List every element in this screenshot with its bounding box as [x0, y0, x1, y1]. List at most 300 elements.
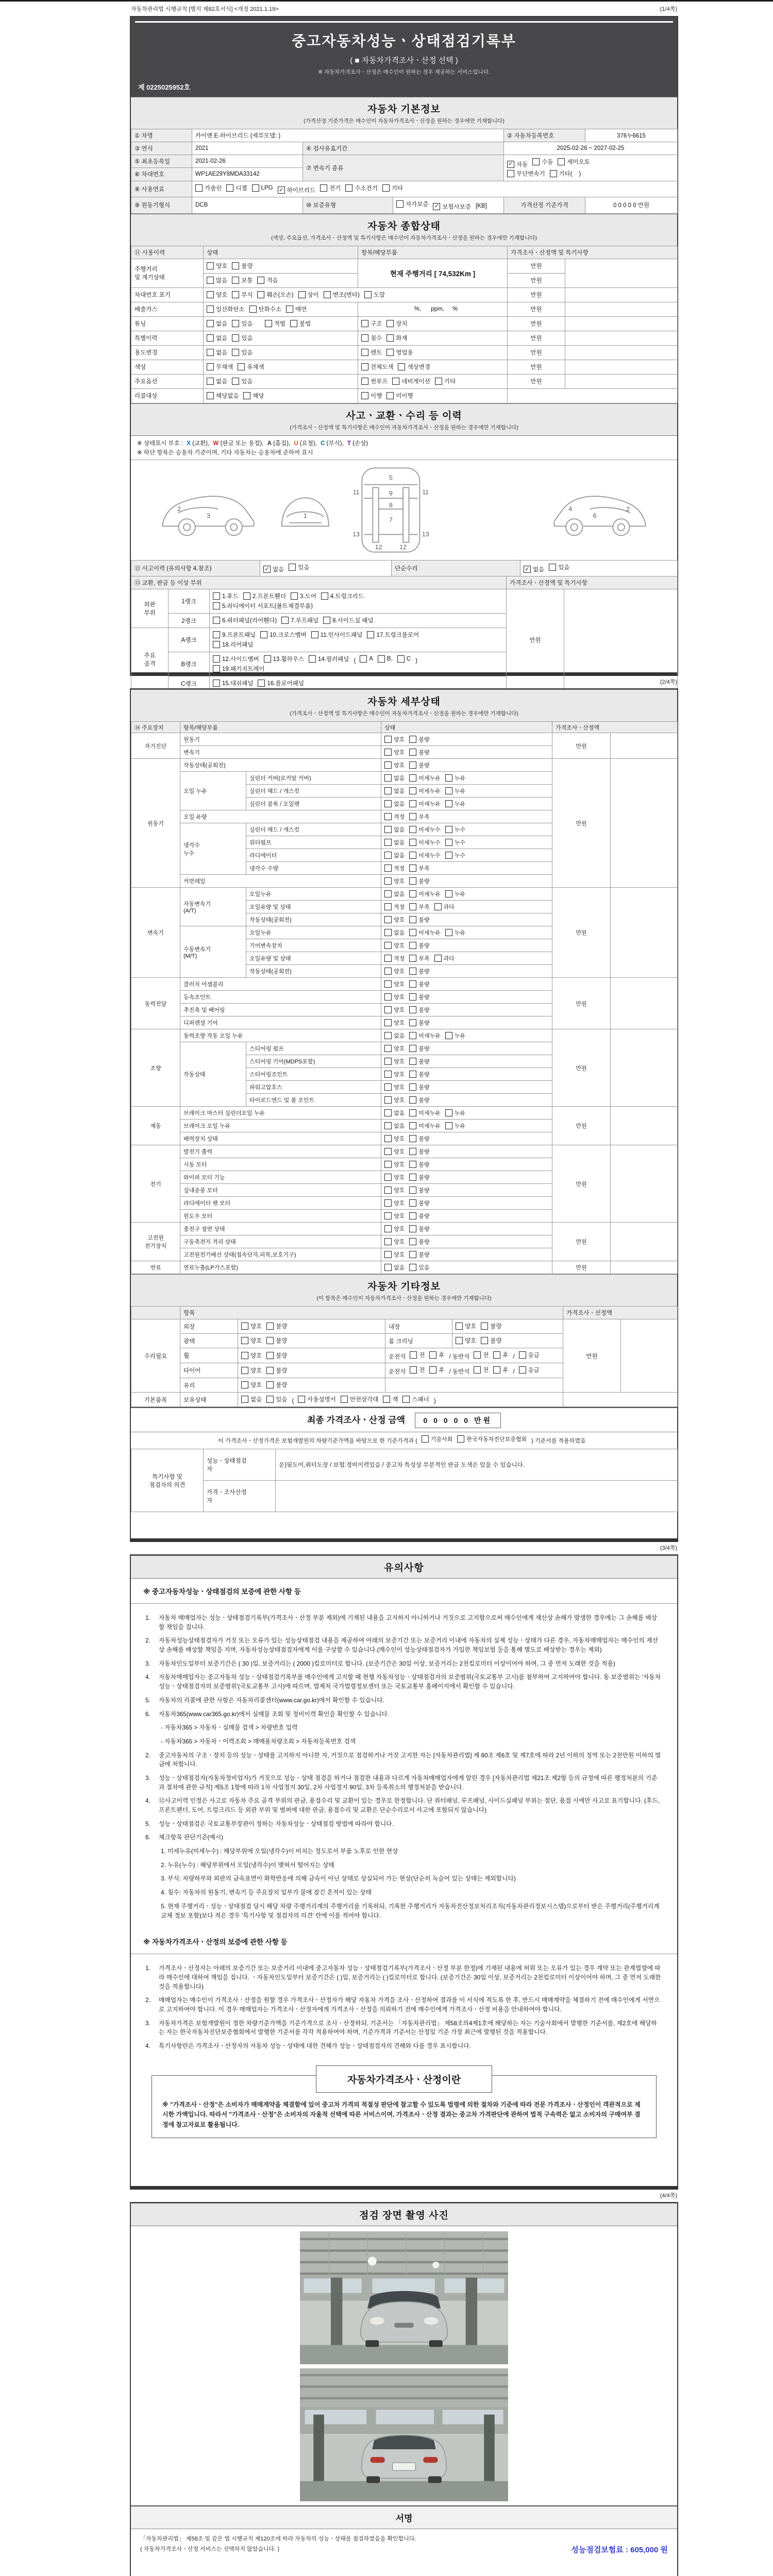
checkbox-label: 색상변경	[407, 364, 430, 370]
checkbox-무단변속기[interactable]	[507, 170, 545, 178]
checkbox-양호[interactable]	[384, 980, 405, 988]
checkbox-유채색[interactable]	[238, 363, 264, 371]
checkbox-양호[interactable]	[241, 1336, 262, 1345]
cell: 실린더 블록 / 오일팬	[246, 798, 381, 810]
cell: 가격조사ㆍ산정액 및 특기사항	[507, 577, 678, 589]
checkbox-label: 부족	[418, 955, 430, 962]
checkbox-미세누수[interactable]	[409, 838, 441, 846]
checkbox-적정[interactable]	[384, 864, 405, 872]
checkbox-box	[409, 980, 416, 988]
checkbox-구조[interactable]	[361, 319, 382, 328]
checkbox-양호[interactable]	[384, 735, 405, 743]
checkbox-미세누유[interactable]	[409, 800, 441, 808]
cell: 만원	[507, 589, 564, 691]
checkbox-불량[interactable]	[266, 1381, 287, 1389]
checkbox-누유[interactable]	[445, 787, 465, 795]
checkbox-응급[interactable]	[519, 1351, 540, 1359]
checkbox-label: 전	[483, 1367, 489, 1374]
checkbox-box	[207, 262, 214, 269]
cell	[381, 952, 552, 965]
checkbox-누수[interactable]	[445, 851, 465, 859]
checkbox-양호[interactable]	[384, 1225, 405, 1233]
cell	[260, 560, 392, 577]
cell: 원동기	[180, 733, 381, 746]
page-3	[130, 1554, 678, 2190]
checkbox-불량[interactable]	[409, 735, 429, 743]
checkbox-불량[interactable]	[481, 1336, 501, 1345]
checkbox-label: 미세누유	[418, 1032, 441, 1039]
checkbox-양호[interactable]	[384, 1019, 405, 1027]
checkbox-label: 수동	[542, 159, 553, 165]
checkbox-양호[interactable]	[384, 1006, 405, 1014]
notice-subitem: 4. 침수: 자동차의 원동기, 변속기 등 주요장치 일부가 물에 잠긴 흔적이 있는 상태	[161, 1889, 372, 1896]
checkbox-있음[interactable]	[549, 563, 569, 571]
checkbox-미세누수[interactable]	[409, 825, 441, 834]
checkbox-양호[interactable]	[241, 1322, 262, 1330]
checkbox-label: 잭	[392, 1397, 398, 1403]
checkbox-부식[interactable]	[232, 291, 253, 299]
checkbox-box	[409, 1148, 416, 1155]
checkbox-잭[interactable]	[383, 1395, 398, 1403]
checkbox-불량[interactable]	[409, 1212, 429, 1220]
checkbox-양호[interactable]	[384, 1199, 405, 1207]
checkbox-디젤[interactable]	[226, 184, 247, 192]
checkbox-부족[interactable]	[409, 903, 429, 911]
checkbox-3.도어[interactable]	[291, 592, 316, 600]
checkbox-4.트렁크리드[interactable]	[321, 592, 364, 600]
checkbox-매연[interactable]	[286, 305, 307, 313]
checkbox-불량[interactable]	[409, 1096, 429, 1104]
checkbox-과다[interactable]	[434, 954, 455, 962]
checkbox-불량[interactable]	[409, 993, 429, 1001]
checkbox-불량[interactable]	[481, 1322, 501, 1330]
checkbox-미세누유[interactable]	[409, 774, 441, 782]
checkbox-없음[interactable]	[207, 334, 227, 342]
checkbox-label: 양호	[394, 1045, 405, 1052]
checkbox-label: 누유	[454, 891, 466, 897]
checkbox-부족[interactable]	[409, 812, 429, 821]
checkbox-후[interactable]	[493, 1366, 508, 1374]
cell	[452, 1334, 563, 1348]
cell	[204, 302, 358, 316]
checkbox-12.사이드멤버[interactable]	[213, 655, 259, 663]
checkbox-box	[323, 617, 330, 624]
checkbox-양호[interactable]	[241, 1366, 262, 1375]
checkbox-18.리어패널[interactable]	[213, 640, 253, 649]
checkbox-네비게이션[interactable]	[392, 377, 430, 385]
checkbox-누수[interactable]	[445, 838, 465, 846]
checkbox-불량[interactable]	[409, 1044, 429, 1053]
checkbox-14.필러패널[interactable]	[309, 655, 349, 663]
cell: ⑧ 사용연료	[131, 181, 192, 197]
checkbox-불량[interactable]	[409, 1134, 429, 1143]
checkbox-양호[interactable]	[384, 993, 405, 1001]
checkbox-양호[interactable]	[384, 1070, 405, 1078]
price-definition-box	[152, 2075, 657, 2138]
checkbox-없음[interactable]	[263, 565, 284, 573]
checkbox-불량[interactable]	[409, 980, 429, 988]
checkbox-있음[interactable]	[232, 319, 253, 328]
checkbox-미세누유[interactable]	[409, 928, 441, 937]
checkbox-전[interactable]	[474, 1366, 489, 1374]
legend-desc: (손상)	[350, 440, 368, 447]
checkbox-box	[384, 800, 392, 807]
checkbox-훼손(오손)[interactable]	[257, 291, 293, 299]
checkbox-없음[interactable]	[207, 319, 227, 328]
checkbox-없음[interactable]	[384, 774, 405, 782]
checkbox-양호[interactable]	[384, 1096, 405, 1104]
checkbox-label: 불량	[490, 1338, 502, 1344]
checkbox-누유[interactable]	[445, 774, 465, 782]
checkbox-box	[410, 1351, 417, 1359]
checkbox-불법[interactable]	[290, 319, 311, 328]
checkbox-1.후드[interactable]	[213, 592, 239, 600]
checkbox-적정[interactable]	[384, 954, 405, 962]
cell: 파워고압호스	[246, 1081, 381, 1094]
cell: 브레이크 오일 누유	[180, 1120, 381, 1132]
checkbox-없음[interactable]	[207, 377, 227, 385]
checkbox-양호[interactable]	[384, 761, 405, 769]
checkbox-일산화탄소[interactable]	[207, 305, 245, 313]
checkbox-양호[interactable]	[384, 1057, 405, 1065]
checkbox-box	[409, 942, 416, 949]
checkbox-양호[interactable]	[456, 1336, 476, 1345]
checkbox-누유[interactable]	[445, 928, 465, 937]
checkbox-없음[interactable]	[384, 787, 405, 795]
checkbox-침수[interactable]	[361, 334, 382, 342]
checkbox-후[interactable]	[493, 1351, 508, 1359]
checkbox-전기[interactable]	[320, 184, 341, 192]
checkbox-양호[interactable]	[384, 1173, 405, 1181]
checkbox-보통[interactable]	[232, 276, 253, 284]
checkbox-기술사회[interactable]	[422, 1435, 453, 1443]
checkbox-양호[interactable]	[384, 967, 405, 975]
checkbox-없음[interactable]	[384, 800, 405, 808]
checkbox-기타( )[interactable]	[550, 170, 581, 178]
checkbox-B,[interactable]	[378, 655, 393, 663]
cell: 0 0 0 0 0 만원	[585, 197, 678, 214]
checkbox-불량[interactable]	[409, 1160, 429, 1168]
checkbox-box	[289, 564, 296, 571]
checkbox-5.라디에이터 서포트(볼트체결부품)[interactable]	[213, 602, 313, 610]
checkbox-양호[interactable]	[456, 1322, 476, 1330]
checkbox-미세누유[interactable]	[409, 890, 441, 898]
checkbox-17.트렁크플로어[interactable]	[367, 631, 419, 639]
checkbox-7.루프패널[interactable]	[281, 616, 318, 624]
checkbox-양호[interactable]	[384, 1212, 405, 1220]
checkbox-2.프론트휀더[interactable]	[243, 592, 286, 600]
checkbox-label: 불량	[418, 1239, 430, 1245]
checkbox-전[interactable]	[474, 1351, 489, 1359]
checkbox-자동[interactable]	[507, 160, 528, 168]
checkbox-누유[interactable]	[445, 1031, 465, 1040]
cell: 워터펌프	[246, 836, 381, 849]
checkbox-양호[interactable]	[384, 1083, 405, 1091]
checkbox-없음[interactable]	[384, 1031, 405, 1040]
checkbox-box	[384, 1083, 392, 1091]
checkbox-불량[interactable]	[409, 761, 429, 769]
checkbox-label: 없음	[394, 788, 405, 794]
checkbox-없음[interactable]	[241, 1395, 262, 1403]
checkbox-label: 양호	[394, 1136, 405, 1142]
checkbox-미세누유[interactable]	[409, 1109, 441, 1117]
checkbox-불량[interactable]	[409, 1238, 429, 1246]
checkbox-불량[interactable]	[409, 916, 429, 924]
checkbox-불량[interactable]	[409, 1083, 429, 1091]
detail-title: 자동차 세부상태	[367, 697, 441, 707]
checkbox-해당[interactable]	[243, 392, 264, 400]
checkbox-box	[445, 1109, 452, 1116]
checkbox-누유[interactable]	[445, 800, 465, 808]
checkbox-불량[interactable]	[409, 877, 429, 885]
cell: 만원	[552, 1145, 611, 1223]
checkbox-label: 양호	[394, 1097, 405, 1104]
checkbox-부족[interactable]	[409, 954, 429, 962]
cell: 상태	[381, 722, 552, 733]
checkbox-없음[interactable]	[384, 838, 405, 846]
checkbox-불량[interactable]	[409, 967, 429, 975]
cell	[565, 287, 678, 302]
checkbox-세미오토[interactable]	[558, 158, 590, 166]
checkbox-후[interactable]	[429, 1366, 444, 1374]
cell	[381, 1210, 552, 1223]
checkbox-A[interactable]	[360, 655, 373, 663]
checkbox-미세누유[interactable]	[409, 1031, 441, 1040]
cell: 가격조사ㆍ산정액	[563, 1307, 678, 1319]
checkbox-없음[interactable]	[384, 928, 405, 937]
detail-subtitle: (가격조사ㆍ산정액 및 특기사항은 매수인이 자동차가격조사ㆍ산정을 원하는 경우에만 기재합니다)	[290, 710, 518, 717]
cell	[358, 316, 508, 331]
checkbox-11.인사이드패널[interactable]	[311, 631, 363, 639]
checkbox-상이[interactable]	[298, 291, 319, 299]
checkbox-box	[409, 1045, 416, 1052]
checkbox-있음[interactable]	[289, 563, 309, 571]
checkbox-탄화수소[interactable]	[249, 305, 281, 313]
checkbox-양호[interactable]	[384, 1160, 405, 1168]
notice-item	[145, 2019, 663, 2037]
checkbox-label: 불량	[276, 1352, 288, 1359]
checkbox-label: 후	[502, 1367, 509, 1374]
checkbox-있음[interactable]	[232, 377, 253, 385]
checkbox-불량[interactable]	[409, 1057, 429, 1065]
checkbox-적정[interactable]	[384, 812, 405, 821]
checkbox-있음[interactable]	[232, 334, 253, 342]
cell: 스티어링조인트	[246, 1068, 381, 1081]
cell	[204, 259, 358, 273]
checkbox-불량[interactable]	[409, 1019, 429, 1027]
checkbox-없음[interactable]	[384, 1109, 405, 1117]
checkbox-불량[interactable]	[409, 1250, 429, 1259]
checkbox-렌트[interactable]	[361, 348, 382, 357]
checkbox-도말[interactable]	[364, 291, 385, 299]
checkbox-불량[interactable]	[409, 1225, 429, 1233]
cell: 등속조인트	[180, 991, 381, 1004]
checkbox-하이브리드[interactable]	[278, 186, 316, 194]
cell	[381, 1016, 552, 1029]
checkbox-있음[interactable]	[409, 1263, 429, 1272]
checkbox-없음[interactable]	[384, 1122, 405, 1130]
checkbox-C[interactable]	[397, 655, 411, 663]
checkbox-box	[384, 993, 392, 1001]
checkbox-변조(변타)[interactable]	[324, 291, 360, 299]
checkbox-기타[interactable]	[435, 377, 456, 385]
cell: ① 차명	[131, 129, 192, 142]
checkbox-LPG[interactable]	[252, 184, 273, 192]
checkbox-기타[interactable]	[382, 184, 403, 192]
checkbox-적정[interactable]	[384, 903, 405, 911]
checkbox-없음[interactable]	[207, 348, 227, 357]
checkbox-보험사보증[interactable]	[433, 202, 471, 211]
checkbox-label: 없음	[533, 567, 545, 573]
checkbox-box	[241, 1367, 248, 1374]
checkbox-가솔린[interactable]	[195, 184, 222, 192]
checkbox-불량[interactable]	[409, 1199, 429, 1207]
checkbox-box	[258, 680, 265, 687]
checkbox-양호[interactable]	[384, 916, 405, 924]
checkbox-이행[interactable]	[361, 392, 382, 400]
checkbox-양호[interactable]	[207, 291, 227, 299]
checkbox-수동[interactable]	[532, 158, 553, 166]
checkbox-양호[interactable]	[384, 1186, 405, 1194]
checkbox-수소전기[interactable]	[345, 184, 377, 192]
checkbox-응급[interactable]	[519, 1366, 540, 1374]
checkbox-불량[interactable]	[266, 1322, 287, 1330]
checkbox-미세누유[interactable]	[409, 787, 441, 795]
checkbox-label: 불량	[418, 1161, 430, 1168]
checkbox-양호[interactable]	[207, 262, 227, 270]
checkbox-자가보증[interactable]	[396, 200, 428, 208]
checkbox-불량[interactable]	[409, 1006, 429, 1014]
checkbox-있음[interactable]	[266, 1395, 287, 1403]
checkbox-미세누수[interactable]	[409, 851, 441, 859]
checkbox-없음[interactable]	[384, 890, 405, 898]
cell: 만원	[563, 1319, 621, 1393]
checkbox-많음[interactable]	[207, 276, 227, 284]
checkbox-없음[interactable]	[524, 565, 544, 573]
cell: DCB	[192, 197, 303, 214]
notice-number: 6.	[145, 1710, 150, 1718]
checkbox-불량[interactable]	[232, 262, 253, 270]
checkbox-6.쿼터패널(리어휀다)[interactable]	[213, 616, 277, 624]
cell	[381, 1055, 552, 1068]
checkbox-양호[interactable]	[384, 1044, 405, 1053]
checkbox-box	[384, 1161, 392, 1168]
section-detail-header	[131, 689, 677, 722]
cell	[381, 1184, 552, 1197]
checkbox-양호[interactable]	[384, 1134, 405, 1143]
checkbox-없음[interactable]	[384, 825, 405, 834]
cell: 라디에이터	[246, 849, 381, 862]
checkbox-label: 적법	[274, 320, 286, 327]
checkbox-영업용[interactable]	[386, 348, 413, 357]
checkbox-스패너[interactable]	[402, 1395, 429, 1403]
checkbox-누수[interactable]	[445, 825, 465, 834]
checkbox-화재[interactable]	[386, 334, 407, 342]
checkbox-과다[interactable]	[434, 903, 455, 911]
checkbox-누유[interactable]	[445, 890, 465, 898]
checkbox-label: 후	[439, 1352, 445, 1359]
checkbox-안전삼각대[interactable]	[341, 1395, 379, 1403]
cell: 만원	[552, 1029, 611, 1107]
notice-number: 4.	[145, 1797, 150, 1805]
checkbox-누유[interactable]	[445, 1122, 465, 1130]
checkbox-썬루프[interactable]	[361, 377, 388, 385]
checkbox-13.휠하우스[interactable]	[264, 655, 304, 663]
checkbox-전체도색[interactable]	[361, 363, 393, 371]
checkbox-없음[interactable]	[384, 851, 405, 859]
checkbox-19.패키지트레이[interactable]	[213, 665, 265, 673]
checkbox-불량[interactable]	[409, 1186, 429, 1194]
checkbox-box	[298, 1396, 305, 1403]
cell: 시동 모터	[180, 1158, 381, 1171]
checkbox-장치[interactable]	[386, 319, 407, 328]
checkbox-한국자동차진단보증협회[interactable]	[457, 1435, 527, 1443]
checkbox-16.플로어패널[interactable]	[258, 679, 304, 687]
notice-number: 2.	[145, 1637, 150, 1645]
checkbox-15.대쉬패널[interactable]	[213, 679, 253, 687]
checkbox-무채색[interactable]	[207, 363, 233, 371]
checkbox-불량[interactable]	[266, 1336, 287, 1345]
checkbox-양호[interactable]	[241, 1351, 262, 1360]
checkbox-양호[interactable]	[384, 748, 405, 756]
checkbox-불량[interactable]	[409, 748, 429, 756]
checkbox-색상변경[interactable]	[398, 363, 430, 371]
checkbox-9.프론트패널[interactable]	[213, 631, 256, 639]
checkbox-불량[interactable]	[409, 941, 429, 950]
checkbox-불량[interactable]	[266, 1366, 287, 1375]
checkbox-불량[interactable]	[409, 1147, 429, 1156]
checkbox-후[interactable]	[429, 1351, 444, 1359]
checkbox-양호[interactable]	[384, 1238, 405, 1246]
checkbox-불량[interactable]	[409, 1070, 429, 1078]
checkbox-box	[474, 1366, 481, 1374]
checkbox-box	[445, 1032, 452, 1039]
checkbox-불량[interactable]	[409, 1173, 429, 1181]
cell: ⑪ 사용이력	[131, 246, 204, 259]
checkbox-전[interactable]	[410, 1351, 425, 1359]
checkbox-해당없음[interactable]	[207, 392, 239, 400]
checkbox-미이행[interactable]	[386, 392, 413, 400]
checkbox-불량[interactable]	[266, 1351, 287, 1360]
checkbox-8.사이드실 패널[interactable]	[323, 616, 373, 624]
checkbox-없음[interactable]	[384, 1263, 405, 1272]
diagram-number-12: 12	[375, 543, 382, 551]
checkbox-적법[interactable]	[265, 319, 285, 328]
checkbox-사용설명서[interactable]	[298, 1395, 336, 1403]
checkbox-10.크로스멤버[interactable]	[260, 631, 307, 639]
checkbox-누유[interactable]	[445, 1109, 465, 1117]
cell: 수동변속기 (M/T)	[180, 926, 246, 978]
checkbox-양호[interactable]	[384, 941, 405, 950]
checkbox-label: 미세누유	[418, 1110, 441, 1116]
checkbox-box	[445, 774, 452, 782]
checkbox-양호[interactable]	[384, 1250, 405, 1259]
checkbox-양호[interactable]	[241, 1381, 262, 1389]
checkbox-부족[interactable]	[409, 864, 429, 872]
diagram-number-1: 1	[303, 512, 307, 519]
checkbox-box	[410, 1366, 417, 1374]
checkbox-미세누유[interactable]	[409, 1122, 441, 1130]
checkbox-있음[interactable]	[232, 348, 253, 357]
cell: 상태	[204, 246, 358, 259]
checkbox-box	[384, 1199, 392, 1207]
cell: ④ 검사유효기간	[303, 142, 504, 155]
checkbox-양호[interactable]	[384, 1147, 405, 1156]
checkbox-양호[interactable]	[384, 877, 405, 885]
checkbox-전[interactable]	[410, 1366, 425, 1374]
checkbox-적음[interactable]	[257, 276, 278, 284]
cell: 단순수리	[392, 560, 520, 577]
